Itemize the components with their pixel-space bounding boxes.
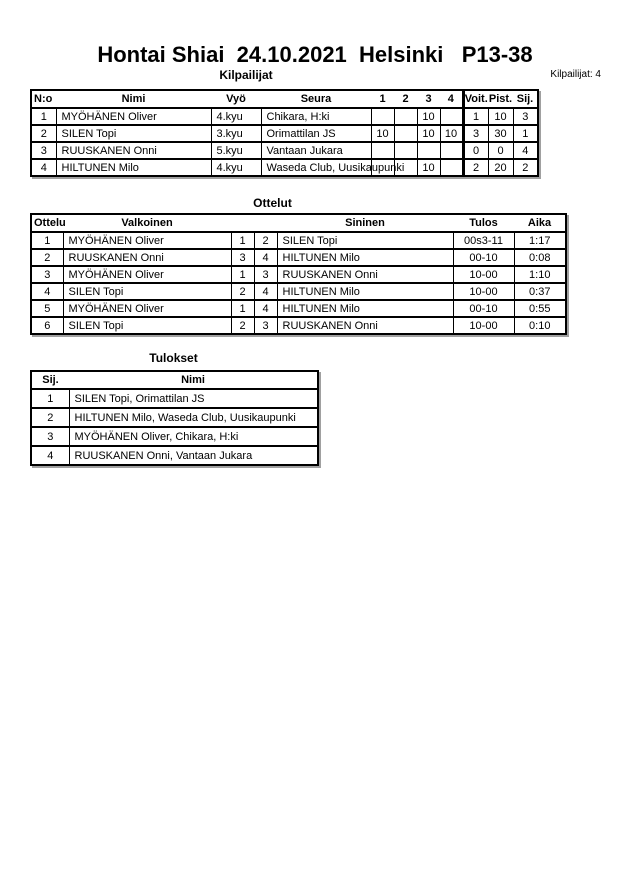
cell-sij: 1 — [31, 389, 69, 408]
cell-pist: 0 — [488, 142, 513, 159]
cell-white-number: 2 — [231, 317, 254, 334]
col-header-aika: Aika — [514, 214, 566, 232]
page-title: Hontai Shiai 24.10.2021 Helsinki P13-38 — [97, 42, 533, 67]
cell-voit: 2 — [463, 159, 488, 176]
cell-pist: 30 — [488, 125, 513, 142]
col-header-seura: Seura — [261, 90, 371, 108]
table-row — [31, 389, 318, 408]
cell-tulos: 00-10 — [453, 249, 514, 266]
cell-match-no: 1 — [31, 232, 63, 249]
cell-aika: 0:55 — [514, 300, 566, 317]
matches-table — [30, 213, 567, 335]
cell-white-number: 1 — [231, 266, 254, 283]
col-header-ottelu: Ottelu — [31, 214, 63, 232]
cell-voit: 3 — [463, 125, 488, 142]
cell-round-3: 10 — [417, 125, 440, 142]
cell-round-3 — [417, 142, 440, 159]
cell-nimi: HILTUNEN Milo — [56, 159, 211, 176]
cell-round-2 — [394, 125, 417, 142]
cell-sij: 2 — [31, 408, 69, 427]
cell-sininen: HILTUNEN Milo — [277, 283, 453, 300]
cell-seura: Vantaan Jukara — [261, 142, 371, 159]
col-header-round-2: 2 — [394, 90, 417, 108]
cell-pist: 20 — [488, 159, 513, 176]
cell-vyo: 4.kyu — [211, 108, 261, 125]
cell-tulos: 10-00 — [453, 317, 514, 334]
cell-no: 3 — [31, 142, 56, 159]
cell-blue-number: 4 — [254, 283, 277, 300]
col-header-valkoinen: Valkoinen — [63, 214, 231, 232]
cell-tulos: 00s3-11 — [453, 232, 514, 249]
cell-blue-number: 3 — [254, 266, 277, 283]
cell-valkoinen: SILEN Topi — [63, 283, 231, 300]
cell-sij: 1 — [513, 125, 538, 142]
cell-round-4: 10 — [440, 125, 463, 142]
col-header-sininen: Sininen — [277, 214, 453, 232]
col-header-no: N:o — [31, 90, 56, 108]
cell-tulos: 10-00 — [453, 266, 514, 283]
table-row — [31, 125, 538, 142]
section-heading-tulokset: Tulokset — [149, 351, 198, 365]
cell-round-4 — [440, 159, 463, 176]
cell-white-number: 3 — [231, 249, 254, 266]
cell-nimi: SILEN Topi — [56, 125, 211, 142]
col-header-voit: Voit. — [463, 90, 488, 108]
table-row — [31, 159, 538, 176]
cell-match-no: 5 — [31, 300, 63, 317]
table-row — [31, 108, 538, 125]
cell-aika: 0:37 — [514, 283, 566, 300]
cell-vyo: 5.kyu — [211, 142, 261, 159]
table-row — [31, 232, 566, 249]
cell-round-4 — [440, 108, 463, 125]
col-header-tulos: Tulos — [453, 214, 514, 232]
cell-match-no: 3 — [31, 266, 63, 283]
table-header-row — [31, 90, 538, 108]
cell-no: 4 — [31, 159, 56, 176]
col-header-pist: Pist. — [488, 90, 513, 108]
col-header-white-number — [231, 214, 254, 232]
cell-white-number: 1 — [231, 232, 254, 249]
cell-sininen: RUUSKANEN Onni — [277, 266, 453, 283]
cell-round-2 — [394, 108, 417, 125]
cell-white-number: 1 — [231, 300, 254, 317]
cell-no: 1 — [31, 108, 56, 125]
cell-aika: 1:10 — [514, 266, 566, 283]
col-header-round-3: 3 — [417, 90, 440, 108]
cell-round-1: 10 — [371, 125, 394, 142]
cell-sininen: RUUSKANEN Onni — [277, 317, 453, 334]
table-row — [31, 317, 566, 334]
cell-nimi: MYÖHÄNEN Oliver, Chikara, H:ki — [69, 427, 318, 446]
table-row — [31, 408, 318, 427]
cell-nimi: HILTUNEN Milo, Waseda Club, Uusikaupunki — [69, 408, 318, 427]
cell-voit: 0 — [463, 142, 488, 159]
col-header-round-4: 4 — [440, 90, 463, 108]
cell-sij: 4 — [31, 446, 69, 465]
cell-round-3: 10 — [417, 159, 440, 176]
col-header-nimi: Nimi — [56, 90, 211, 108]
cell-no: 2 — [31, 125, 56, 142]
cell-vyo: 3.kyu — [211, 125, 261, 142]
col-header-round-1: 1 — [371, 90, 394, 108]
col-header-sij: Sij. — [513, 90, 538, 108]
final-results-table — [30, 370, 319, 466]
table-row — [31, 300, 566, 317]
cell-valkoinen: RUUSKANEN Onni — [63, 249, 231, 266]
cell-blue-number: 4 — [254, 249, 277, 266]
cell-nimi: SILEN Topi, Orimattilan JS — [69, 389, 318, 408]
table-header-row — [31, 371, 318, 389]
cell-seura: Chikara, H:ki — [261, 108, 371, 125]
cell-sininen: SILEN Topi — [277, 232, 453, 249]
table-row — [31, 249, 566, 266]
cell-sij: 4 — [513, 142, 538, 159]
cell-match-no: 4 — [31, 283, 63, 300]
col-header-vyo: Vyö — [211, 90, 261, 108]
cell-seura: Waseda Club, Uusikaupunki — [261, 159, 371, 176]
table-row — [31, 427, 318, 446]
section-heading-ottelut: Ottelut — [253, 196, 292, 210]
cell-valkoinen: MYÖHÄNEN Oliver — [63, 266, 231, 283]
cell-sij: 3 — [513, 108, 538, 125]
table-row — [31, 283, 566, 300]
table-row — [31, 266, 566, 283]
table-row — [31, 142, 538, 159]
cell-seura: Orimattilan JS — [261, 125, 371, 142]
cell-round-2 — [394, 142, 417, 159]
cell-valkoinen: SILEN Topi — [63, 317, 231, 334]
cell-round-1 — [371, 108, 394, 125]
cell-voit: 1 — [463, 108, 488, 125]
cell-tulos: 00-10 — [453, 300, 514, 317]
cell-pist: 10 — [488, 108, 513, 125]
competitors-count-label: Kilpailijat: 4 — [550, 69, 601, 80]
section-heading-kilpailijat: Kilpailijat — [219, 68, 273, 82]
cell-sij: 2 — [513, 159, 538, 176]
col-header-nimi: Nimi — [69, 371, 318, 389]
cell-nimi: RUUSKANEN Onni, Vantaan Jukara — [69, 446, 318, 465]
cell-nimi: MYÖHÄNEN Oliver — [56, 108, 211, 125]
cell-blue-number: 4 — [254, 300, 277, 317]
cell-sininen: HILTUNEN Milo — [277, 300, 453, 317]
cell-valkoinen: MYÖHÄNEN Oliver — [63, 232, 231, 249]
cell-round-4 — [440, 142, 463, 159]
cell-nimi: RUUSKANEN Onni — [56, 142, 211, 159]
col-header-sij: Sij. — [31, 371, 69, 389]
cell-match-no: 6 — [31, 317, 63, 334]
table-header-row — [31, 214, 566, 232]
cell-round-3: 10 — [417, 108, 440, 125]
cell-sij: 3 — [31, 427, 69, 446]
cell-aika: 1:17 — [514, 232, 566, 249]
table-row — [31, 446, 318, 465]
cell-blue-number: 3 — [254, 317, 277, 334]
cell-round-1 — [371, 142, 394, 159]
competitors-table — [30, 89, 539, 177]
cell-aika: 0:08 — [514, 249, 566, 266]
cell-vyo: 4.kyu — [211, 159, 261, 176]
cell-tulos: 10-00 — [453, 283, 514, 300]
cell-white-number: 2 — [231, 283, 254, 300]
cell-blue-number: 2 — [254, 232, 277, 249]
cell-match-no: 2 — [31, 249, 63, 266]
cell-sininen: HILTUNEN Milo — [277, 249, 453, 266]
cell-aika: 0:10 — [514, 317, 566, 334]
cell-valkoinen: MYÖHÄNEN Oliver — [63, 300, 231, 317]
col-header-blue-number — [254, 214, 277, 232]
